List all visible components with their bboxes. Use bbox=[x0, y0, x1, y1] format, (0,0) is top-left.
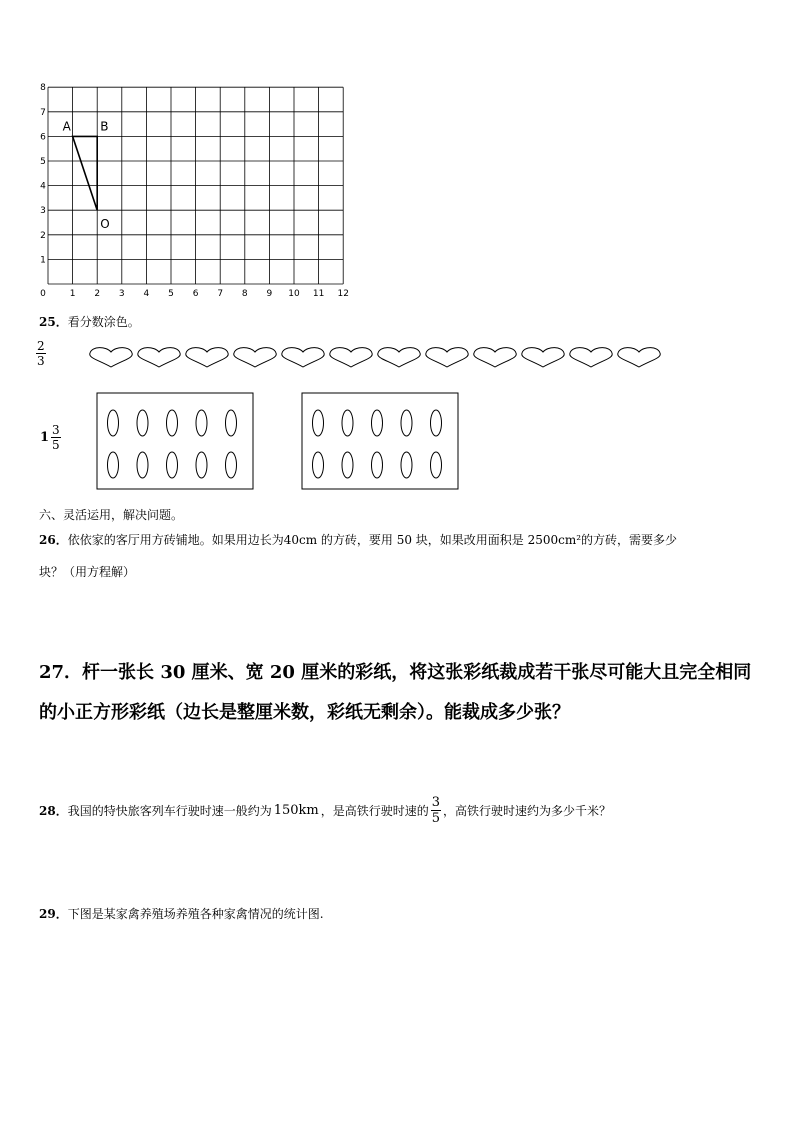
oval-shape bbox=[313, 410, 324, 436]
y-tick-label: 8 bbox=[40, 83, 46, 94]
oval-shape bbox=[167, 452, 178, 478]
y-tick-label: 2 bbox=[40, 230, 46, 241]
x-tick-label: 7 bbox=[217, 289, 224, 299]
oval-shape bbox=[342, 452, 353, 478]
oval-shape bbox=[196, 452, 207, 478]
y-tick-label: 5 bbox=[40, 157, 46, 167]
x-tick-label: 9 bbox=[266, 289, 273, 299]
fraction-denominator: 3 bbox=[37, 354, 45, 368]
fraction-denominator: 5 bbox=[431, 811, 441, 826]
oval-shape bbox=[431, 452, 442, 478]
fraction-denominator: 5 bbox=[52, 438, 60, 452]
point-label-a: A bbox=[62, 119, 71, 134]
question-26-line1 bbox=[39, 531, 677, 548]
question-27-line1: 27．杆一张长 30 厘米、宽 20 厘米的彩纸，将这张彩纸裁成若干张尽可能大且完全相同 bbox=[39, 662, 752, 683]
oval-shape bbox=[137, 410, 148, 436]
x-tick-label: 1 bbox=[69, 289, 76, 299]
oval-shape bbox=[226, 410, 237, 436]
x-tick-label: 12 bbox=[337, 289, 349, 299]
x-tick-label: 10 bbox=[288, 289, 300, 299]
x-tick-label: 5 bbox=[168, 289, 174, 299]
question-text-before: 我国的特快旅客列车行驶时速一般约为 bbox=[67, 804, 272, 818]
fraction-numerator: 3 bbox=[431, 795, 441, 810]
point-label-o: O bbox=[100, 217, 110, 232]
point-label-b: B bbox=[100, 119, 109, 134]
question-26-line2: 块？（用方程解） bbox=[39, 565, 136, 579]
x-tick-label: 8 bbox=[241, 289, 248, 299]
question-number: 26． bbox=[39, 533, 68, 547]
y-tick-label: 7 bbox=[40, 107, 46, 118]
y-tick-label: 3 bbox=[40, 206, 46, 217]
oval-box bbox=[97, 393, 253, 489]
question-text: 依依家的客厅用方砖铺地。如果用边长为40cm 的方砖，要用 50 块，如果改用面积是 2500cm²的方砖，需要多少 bbox=[67, 533, 678, 547]
oval-shape bbox=[137, 452, 148, 478]
fraction-numerator: 3 bbox=[52, 423, 60, 437]
oval-shape bbox=[196, 410, 207, 436]
oval-shape bbox=[342, 410, 353, 436]
x-tick-label: 6 bbox=[192, 289, 199, 299]
question-29 bbox=[39, 905, 324, 922]
oval-shape bbox=[313, 452, 324, 478]
question-text-after: ，高铁行驶时速约为多少千米？ bbox=[443, 804, 612, 818]
oval-boxes bbox=[0, 0, 794, 500]
oval-shape bbox=[401, 410, 412, 436]
question-number: 28． bbox=[39, 804, 68, 818]
oval-shape bbox=[226, 452, 237, 478]
oval-shape bbox=[372, 410, 383, 436]
section-six-title: 六、灵活运用，解决问题。 bbox=[39, 508, 184, 522]
y-tick-label: 4 bbox=[40, 181, 46, 192]
question-27-line2: 的小正方形彩纸（边长是整厘米数，彩纸无剩余）。能裁成多少张？ bbox=[39, 702, 570, 723]
question-number: 29． bbox=[39, 907, 68, 921]
fraction-numerator: 2 bbox=[37, 339, 45, 353]
question-28 bbox=[39, 796, 611, 825]
mixed-whole: 1 bbox=[40, 430, 50, 445]
x-tick-label: 4 bbox=[143, 289, 150, 299]
oval-shape bbox=[372, 452, 383, 478]
y-tick-label: 6 bbox=[40, 132, 46, 143]
speed-value: 150km bbox=[273, 803, 319, 818]
x-tick-label: 11 bbox=[312, 289, 325, 299]
oval-shape bbox=[108, 410, 119, 436]
oval-shape bbox=[108, 452, 119, 478]
oval-shape bbox=[167, 410, 178, 436]
question-text: 下图是某家禽养殖场养殖各种家禽情况的统计图. bbox=[67, 907, 324, 921]
oval-shape bbox=[401, 452, 412, 478]
oval-box bbox=[302, 393, 458, 489]
x-tick-label: 3 bbox=[118, 289, 125, 299]
x-tick-label: 0 bbox=[40, 289, 46, 299]
oval-shape bbox=[431, 410, 442, 436]
y-tick-label: 1 bbox=[40, 255, 46, 266]
question-number: 25． bbox=[39, 315, 68, 329]
question-text: 看分数涂色。 bbox=[67, 315, 140, 329]
x-tick-label: 2 bbox=[94, 289, 101, 299]
question-text-middle: ，是高铁行驶时速的 bbox=[320, 804, 429, 818]
